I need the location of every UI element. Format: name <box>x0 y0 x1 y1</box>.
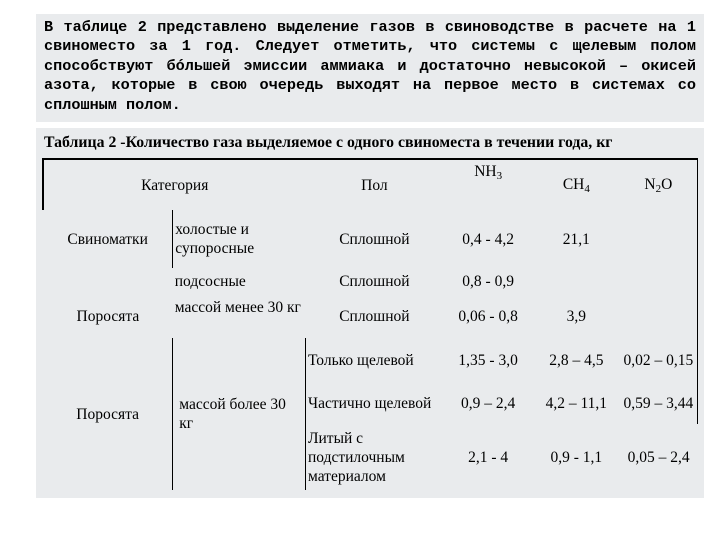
cell-subcategory: массой менее 30 кг <box>174 299 301 316</box>
table-caption: Таблица 2 -Количество газа выделяемое с одного свиноместа в течении года, кг <box>44 134 613 151</box>
cell-ch4 <box>533 268 620 294</box>
cell-group: Поросята <box>43 338 173 490</box>
cell-nh3: 2,1 - 4 <box>468 448 509 466</box>
cell-n2o: 0,02 – 0,15 <box>620 338 698 382</box>
cell-group: Поросята <box>76 307 140 325</box>
cell-ch4: 0,9 - 1,1 <box>550 448 603 466</box>
cell-floor: Литый с подстилочным материалом <box>308 429 405 485</box>
cell-floor: Частично щелевой <box>308 394 432 412</box>
cell-subcategory: массой более 30 кг <box>173 338 306 490</box>
cell-ch4: 21,1 <box>562 230 590 248</box>
cell-subcategory: холостые и супоросные <box>175 221 255 257</box>
table-row <box>43 294 698 338</box>
cell-ch4: 2,8 – 4,5 <box>549 351 604 369</box>
gas-emission-table <box>42 158 698 490</box>
cell-floor: Только щелевой <box>308 351 414 369</box>
header-floor: Пол <box>306 159 444 210</box>
cell-group <box>43 268 173 294</box>
table-header-row <box>43 159 698 210</box>
cell-ch4: 3,9 <box>566 307 587 325</box>
cell-floor: Сплошной <box>339 307 410 325</box>
cell-n2o: 0,05 – 2,4 <box>627 448 690 466</box>
cell-n2o <box>620 210 698 268</box>
cell-nh3: 1,35 - 3,0 <box>458 351 518 369</box>
table-row <box>43 210 698 268</box>
cell-subcategory: подсосные <box>174 272 246 290</box>
cell-nh3: 0,4 - 4,2 <box>462 230 514 248</box>
cell-nh3: 0,9 – 2,4 <box>461 394 516 412</box>
cell-group: Свиноматки <box>43 210 173 268</box>
header-nh3: NH3 <box>443 159 533 210</box>
cell-nh3: 0,06 - 0,8 <box>458 307 518 325</box>
cell-floor: Сплошной <box>339 230 410 248</box>
table-row <box>43 268 698 294</box>
header-category: Категория <box>43 159 306 210</box>
cell-floor: Сплошной <box>339 272 410 290</box>
cell-n2o: 0,59 – 3,44 <box>620 382 698 424</box>
cell-nh3: 0,8 - 0,9 <box>462 272 514 290</box>
cell-n2o <box>620 294 698 338</box>
table-row <box>43 338 698 382</box>
cell-n2o <box>620 268 698 294</box>
header-n2o: N2O <box>620 159 698 210</box>
intro-paragraph: В таблице 2 представлено выделение газов в свиноводстве в расчете на 1 свиноместо за 1 год. Следует отметить, что системы с щелевым полом способствуют бóльшей эмиссии аммиака и достаточно невысокой – окисей азота, которые в свою очередь выходят на первое место в системах со сплошным полом. <box>36 14 704 122</box>
table-container <box>36 128 704 498</box>
header-ch4: CH4 <box>533 159 620 210</box>
cell-ch4: 4,2 – 11,1 <box>545 394 608 412</box>
